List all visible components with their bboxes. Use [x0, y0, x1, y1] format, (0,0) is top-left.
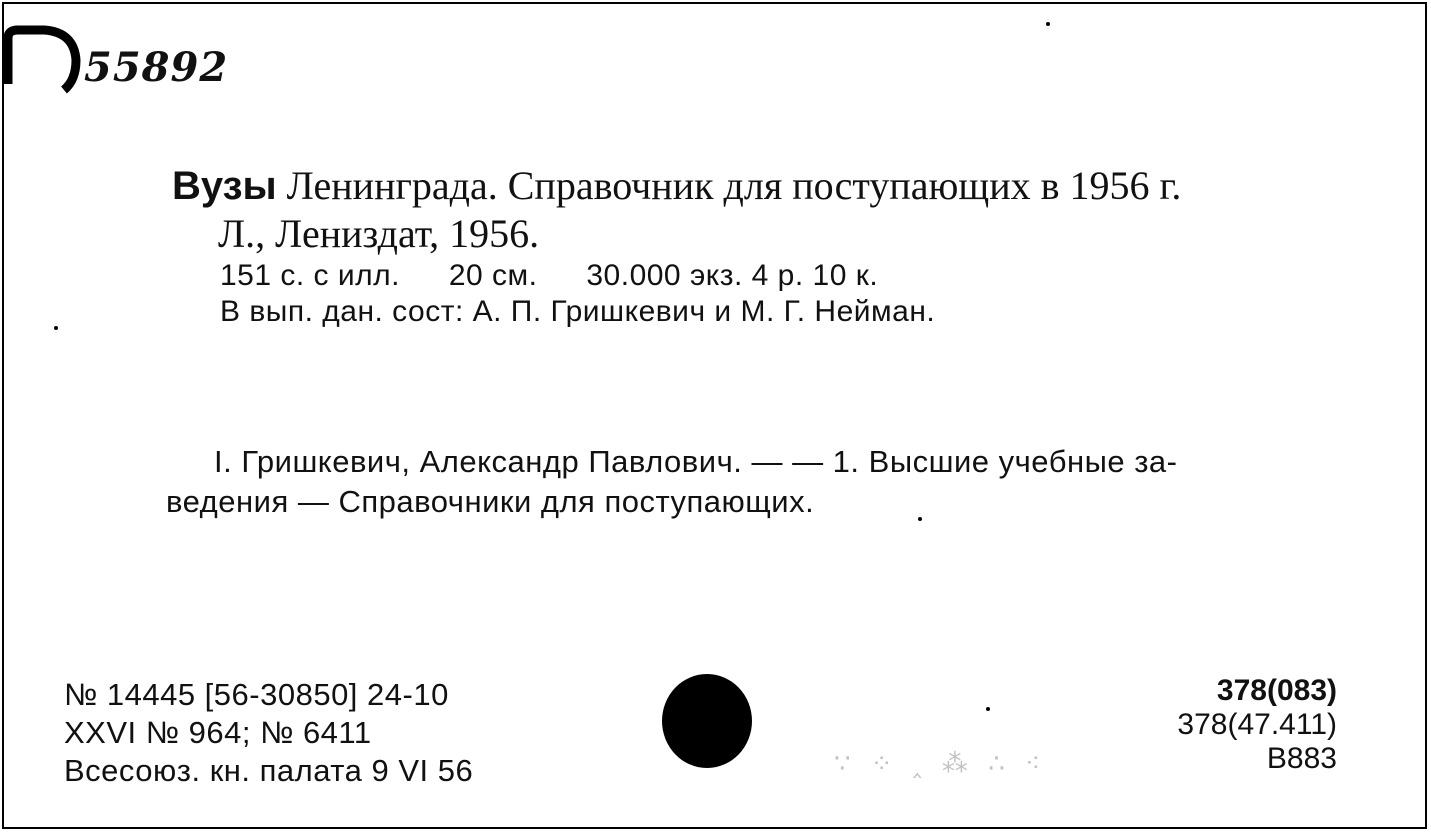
speck [918, 517, 922, 521]
faint-stamp-smudge: ∵ ⁘ ‸ ⁂ ∴ ⁖ [834, 749, 1047, 779]
tracing-line-2: ведения — Справочники для поступающих. [166, 484, 815, 519]
cutter-number: В883 [1266, 742, 1337, 775]
responsibility-note: В вып. дан. сост: А. П. Гришкевич и М. Г. Нейман. [220, 295, 936, 328]
registry-info [64, 676, 473, 790]
corner-bracket-mark [4, 24, 84, 94]
title-rest: Ленинграда. Справочник для поступающих в 1956 г. [286, 163, 1182, 208]
registry-line-1: № 14445 [56-30850] 24-10 [64, 677, 449, 712]
udc-code: 378(083) [1216, 674, 1337, 707]
classification-codes [1177, 674, 1337, 776]
catalog-card [2, 2, 1427, 829]
size: 20 см. [448, 259, 538, 292]
title-line [172, 162, 1352, 210]
imprint: Л., Лениздат, 1956. [218, 211, 540, 256]
speck [54, 326, 58, 330]
speck [1046, 22, 1050, 26]
handwritten-inventory-number: 55892 [84, 44, 229, 91]
bibliographic-description [172, 162, 1352, 330]
title-lead-word: Вузы [172, 164, 277, 208]
pages: 151 с. с илл. [220, 259, 400, 292]
tracing-line-1: I. Гришкевич, Александр Павлович. — — 1. Высшие учебные за- [214, 444, 1178, 479]
copies-price: 30.000 экз. 4 р. 10 к. [586, 259, 879, 292]
registry-line-2: XXVI № 964; № 6411 [64, 715, 372, 750]
bbk-code: 378(47.411) [1177, 708, 1337, 741]
registry-line-3: Всесоюз. кн. палата 9 VI 56 [64, 753, 474, 788]
speck [986, 707, 990, 711]
physical-description [220, 258, 1352, 294]
tracings [166, 442, 1346, 522]
punch-hole [662, 674, 752, 768]
